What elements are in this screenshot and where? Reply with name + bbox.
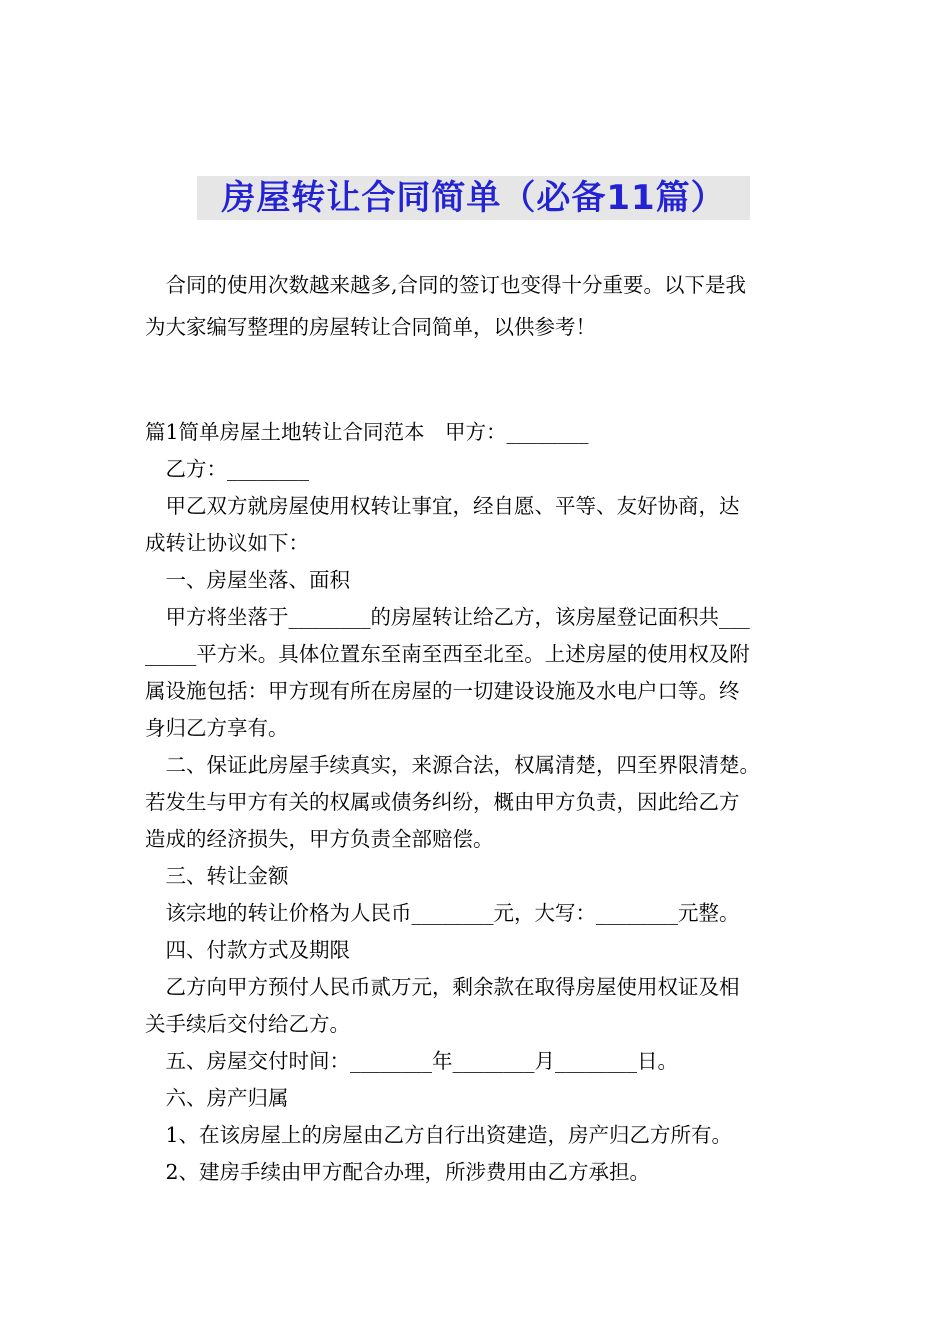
body-line: _____平方米。具体位置东至南至西至北至。上述房屋的使用权及附	[145, 642, 750, 666]
section-heading: 篇1简单房屋土地转让合同范本 甲方：________	[145, 420, 589, 444]
body-line: 合同的使用次数越来越多,合同的签订也变得十分重要。以下是我	[145, 273, 747, 297]
body-line: 一、房屋坐落、面积	[145, 568, 350, 592]
body-line: 造成的经济损失，甲方负责全部赔偿。	[145, 827, 494, 851]
body-line: 2、建房手续由甲方配合办理，所涉费用由乙方承担。	[145, 1160, 651, 1184]
body-line: 六、房产归属	[145, 1086, 289, 1110]
body-line: 二、保证此房屋手续真实，来源合法，权属清楚，四至界限清楚。	[145, 753, 760, 777]
body-line: 甲乙双方就房屋使用权转让事宜，经自愿、平等、友好协商，达	[145, 494, 740, 518]
body-line: 属设施包括：甲方现有所在房屋的一切建设设施及水电户口等。终	[145, 679, 740, 703]
body-line: 乙方向甲方预付人民币贰万元，剩余款在取得房屋使用权证及相	[145, 975, 740, 999]
body-line: 四、付款方式及期限	[145, 938, 350, 962]
body-line: 乙方：________	[145, 457, 309, 481]
body-line: 1、在该房屋上的房屋由乙方自行出资建造，房产归乙方所有。	[145, 1123, 733, 1147]
body-line: 为大家编写整理的房屋转让合同简单，以供参考！	[145, 315, 596, 339]
body-line: 甲方将坐落于________的房屋转让给乙方，该房屋登记面积共___	[145, 605, 750, 629]
body-line: 该宗地的转让价格为人民币________元，大写：________元整。	[145, 901, 740, 925]
body-line: 三、转让金额	[145, 864, 289, 888]
body-line: 五、房屋交付时间：________年________月________日。	[145, 1049, 678, 1073]
body-line: 身归乙方享有。	[145, 716, 289, 740]
body-line: 关手续后交付给乙方。	[145, 1012, 350, 1036]
document-title: 房屋转让合同简单（必备11篇）	[221, 178, 726, 218]
body-line: 若发生与甲方有关的权属或债务纠纷，概由甲方负责，因此给乙方	[145, 790, 740, 814]
body-line: 成转让协议如下：	[145, 531, 309, 555]
